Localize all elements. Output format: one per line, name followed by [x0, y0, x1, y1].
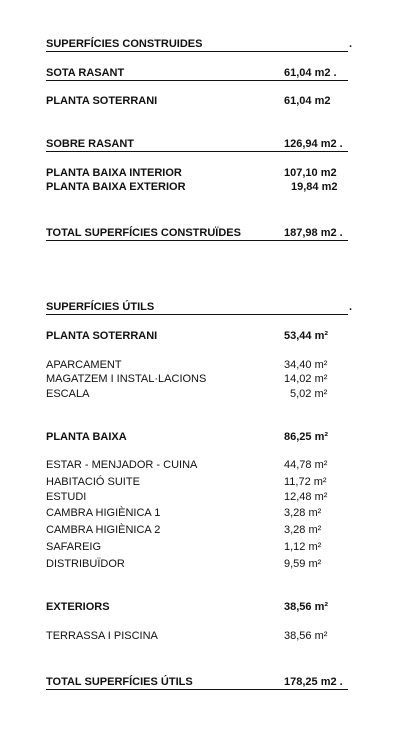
construides-heading-rule [46, 51, 348, 52]
aparcament-value: 34,40 m² [284, 359, 328, 371]
planta-soterrani-construida-label: PLANTA SOTERRANI [46, 95, 158, 107]
sobre-rasant-rule [46, 151, 348, 152]
exteriors-label: EXTERIORS [46, 601, 110, 613]
utils-heading: SUPERFÍCIES ÚTILS [46, 301, 155, 313]
utils-heading-rule [46, 314, 348, 315]
sota-rasant-value: 61,04 m2 . [284, 67, 337, 79]
baixa-exterior-label: PLANTA BAIXA EXTERIOR [46, 181, 186, 193]
cambra-higienica-2-value: 3,28 m² [284, 524, 322, 536]
aparcament-label: APARCAMENT [46, 359, 122, 371]
planta-soterrani-value: 53,44 m² [284, 330, 329, 342]
cambra-higienica-1-value: 3,28 m² [284, 507, 322, 519]
cambra-higienica-2-label: CAMBRA HIGIÈNICA 2 [46, 524, 161, 536]
cambra-higienica-1-label: CAMBRA HIGIÈNICA 1 [46, 507, 161, 519]
sobre-rasant-label: SOBRE RASANT [46, 138, 135, 150]
total-utils-label: TOTAL SUPERFÍCIES ÚTILS [46, 676, 193, 688]
escala-value: 5,02 m² [290, 388, 328, 400]
habitacio-suite-value: 11,72 m² [284, 476, 327, 488]
total-utils-value: 178,25 m2 . [284, 676, 343, 688]
total-utils-rule [46, 689, 348, 690]
terrassa-piscina-label: TERRASSA I PISCINA [46, 630, 158, 642]
sobre-rasant-value: 126,94 m2 . [284, 138, 343, 150]
safareig-label: SAFAREIG [46, 541, 102, 553]
sota-rasant-rule [46, 80, 348, 81]
habitacio-suite-label: HABITACIÓ SUITE [46, 476, 140, 488]
planta-soterrani-construida-value: 61,04 m2 [284, 95, 331, 107]
estar-menjador-cuina-value: 44,78 m² [284, 459, 328, 471]
planta-soterrani-label: PLANTA SOTERRANI [46, 330, 158, 342]
distribuidor-label: DISTRIBUÏDOR [46, 558, 125, 570]
planta-baixa-value: 86,25 m² [284, 431, 329, 443]
distribuidor-value: 9,59 m² [284, 558, 322, 570]
exteriors-value: 38,56 m² [284, 601, 329, 613]
estudi-value: 12,48 m² [284, 491, 328, 503]
construides-heading: SUPERFÍCIES CONSTRUIDES [46, 38, 203, 50]
total-construides-label: TOTAL SUPERFÍCIES CONSTRUÏDES [46, 227, 241, 239]
estar-menjador-cuina-label: ESTAR - MENJADOR - CUINA [46, 459, 198, 471]
sota-rasant-label: SOTA RASANT [46, 67, 125, 79]
estudi-label: ESTUDI [46, 491, 87, 503]
planta-baixa-label: PLANTA BAIXA [46, 431, 127, 443]
safareig-value: 1,12 m² [284, 541, 322, 553]
utils-heading-dot: . [349, 301, 353, 313]
total-construides-value: 187,98 m2 . [284, 227, 343, 239]
total-construides-rule [46, 240, 348, 241]
magatzem-label: MAGATZEM I INSTAL·LACIONS [46, 373, 207, 385]
baixa-exterior-value: 19,84 m2 [291, 181, 338, 193]
escala-label: ESCALA [46, 388, 90, 400]
baixa-interior-value: 107,10 m2 [284, 167, 337, 179]
magatzem-value: 14,02 m² [284, 373, 328, 385]
construides-heading-dot: . [349, 38, 353, 50]
baixa-interior-label: PLANTA BAIXA INTERIOR [46, 167, 182, 179]
terrassa-piscina-value: 38,56 m² [284, 630, 328, 642]
